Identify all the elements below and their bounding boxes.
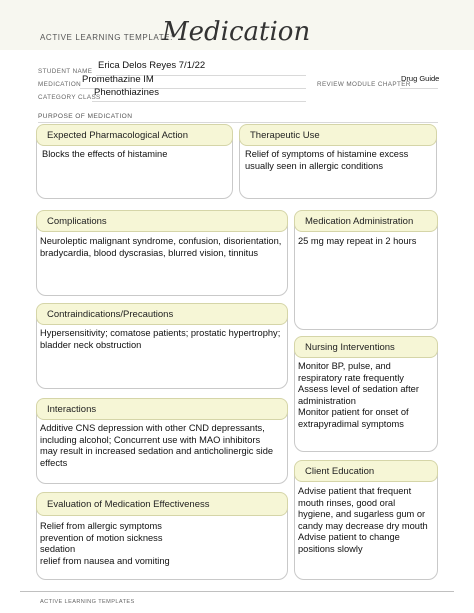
client-education-heading: Client Education xyxy=(294,460,438,482)
text-line: relief from nausea and vomiting xyxy=(40,555,170,566)
client-education-text xyxy=(298,486,428,555)
administration-heading: Medication Administration xyxy=(294,210,438,232)
text-line: Relief from allergic symptoms xyxy=(40,521,162,531)
text-line: prevention of motion sickness xyxy=(40,532,163,543)
therapeutic-use-text xyxy=(245,149,408,172)
footer-divider xyxy=(20,591,454,592)
student-name-value: Erica Delos Reyes 7/1/22 xyxy=(98,60,206,71)
nursing-heading: Nursing Interventions xyxy=(294,336,438,358)
text-line: respiratory rate frequently xyxy=(298,372,404,383)
review-module-label: REVIEW MODULE CHAPTER xyxy=(317,81,411,88)
page-title: Medication xyxy=(162,17,311,47)
text-line: Advise patient that frequent xyxy=(298,486,412,496)
text-line: hygiene, and sugarless gum or xyxy=(298,509,426,519)
complications-text xyxy=(40,236,281,259)
text-line: including alcohol; Concurrent use with MAO inhibitors xyxy=(40,434,261,445)
review-module-underline xyxy=(400,88,438,89)
text-line: Relief of symptoms of histamine excess xyxy=(245,149,409,159)
text-line: Hypersensitivity; comatose patients; prostatic hypertrophy; xyxy=(40,328,281,338)
text-line: Monitor patient for onset of xyxy=(298,407,409,417)
expected-action-heading: Expected Pharmacological Action xyxy=(36,124,233,146)
expected-action-text xyxy=(42,149,167,161)
text-line: 25 mg may repeat in 2 hours xyxy=(298,236,417,246)
purpose-label: PURPOSE OF MEDICATION xyxy=(38,113,133,120)
student-name-label: STUDENT NAME xyxy=(38,68,93,75)
text-line: sedation xyxy=(40,544,76,554)
text-line: Monitor BP, pulse, and xyxy=(298,361,391,371)
text-line: mouth rinses, good oral xyxy=(298,497,396,508)
category-label: CATEGORY CLASS xyxy=(38,94,101,101)
contraindications-heading: Contraindications/Precautions xyxy=(36,303,288,325)
contraindications-text xyxy=(40,328,280,351)
interactions-heading: Interactions xyxy=(36,398,288,420)
text-line: Advise patient to change xyxy=(298,532,400,542)
review-module-value: Drug Guide xyxy=(401,74,440,83)
interactions-text xyxy=(40,423,273,469)
text-line: Neuroleptic malignant syndrome, confusion, disorientation, xyxy=(40,236,282,246)
text-line: candy may decrease dry mouth xyxy=(298,520,428,531)
medication-label: MEDICATION xyxy=(38,81,82,88)
therapeutic-use-heading: Therapeutic Use xyxy=(239,124,437,146)
text-line: bradycardia, blood dyscrasias, blurred vision, tinnitus xyxy=(40,247,259,258)
nursing-text xyxy=(298,361,419,430)
template-label: ACTIVE LEARNING TEMPLATE: xyxy=(40,33,173,42)
text-line: extrapyradimal symptoms xyxy=(298,418,404,429)
complications-heading: Complications xyxy=(36,210,288,232)
medication-value: Promethazine IM xyxy=(82,74,154,85)
text-line: may result in increased sedation and anticholinergic side xyxy=(40,446,274,456)
evaluation-text xyxy=(40,521,170,567)
administration-text xyxy=(298,236,416,248)
category-underline xyxy=(92,101,306,102)
purpose-divider xyxy=(38,122,438,123)
text-line: Assess level of sedation after xyxy=(298,384,419,394)
evaluation-heading: Evaluation of Medication Effectiveness xyxy=(36,492,288,516)
text-line: positions slowly xyxy=(298,543,363,554)
text-line: Additive CNS depression with other CND depressants, xyxy=(40,423,265,433)
category-value: Phenothiazines xyxy=(94,87,159,98)
text-line: usually seen in allergic conditions xyxy=(245,160,383,171)
text-line: bladder neck obstruction xyxy=(40,339,142,350)
text-line: effects xyxy=(40,457,68,468)
footer-label: ACTIVE LEARNING TEMPLATES xyxy=(40,599,135,605)
text-line: administration xyxy=(298,395,356,406)
text-line: Blocks the effects of histamine xyxy=(42,149,168,159)
